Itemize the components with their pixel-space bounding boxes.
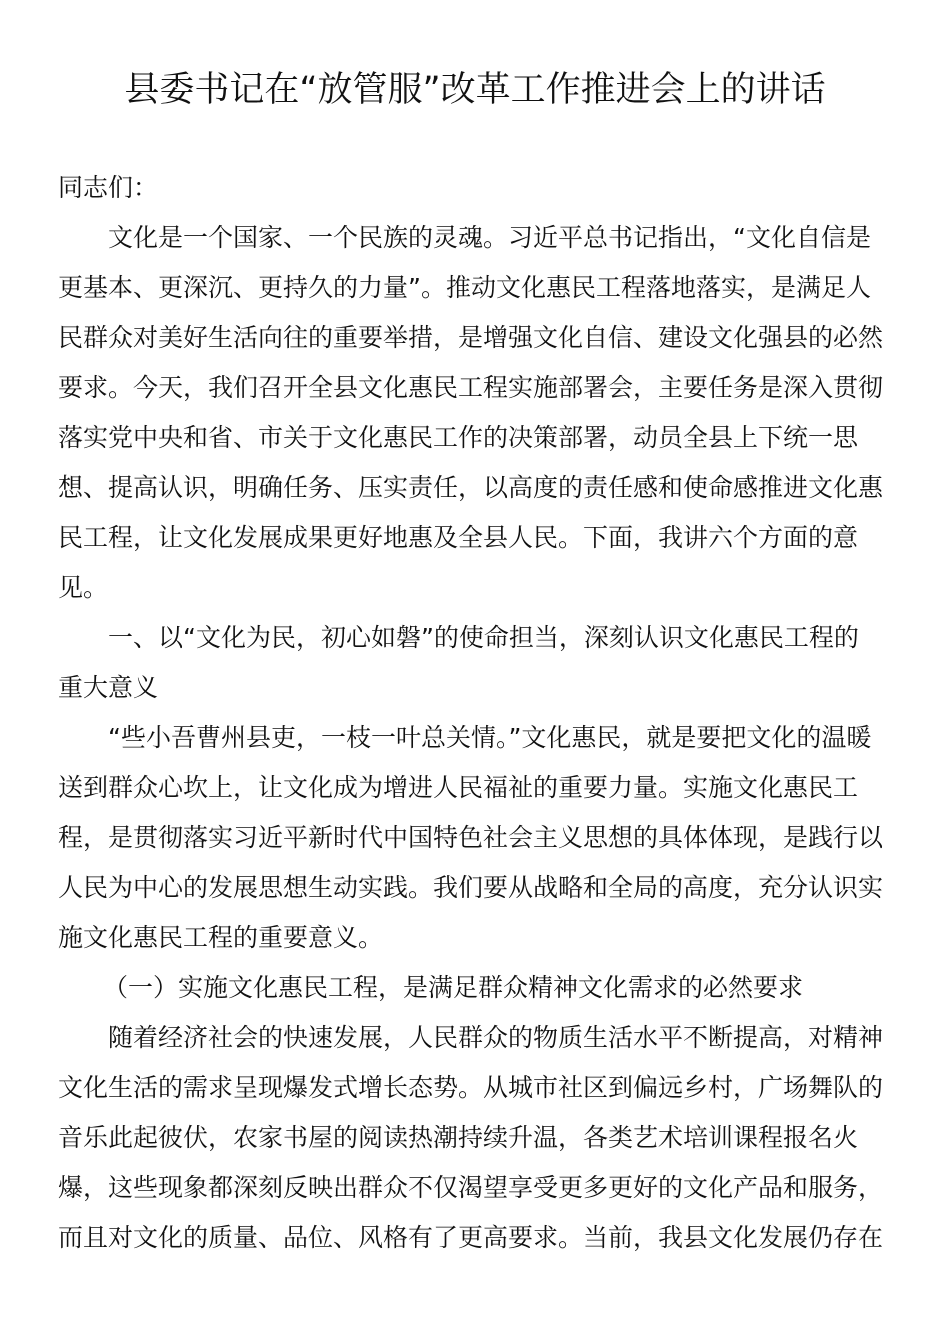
paragraph-line: 文化生活的需求呈现爆发式增长态势。从城市社区到偏远乡村，广场舞队的 — [58, 1073, 884, 1102]
section-heading-line: 重大意义 — [58, 673, 159, 702]
paragraph-line: 而且对文化的质量、品位、风格有了更高要求。当前，我县文化发展仍存在 — [58, 1223, 884, 1252]
paragraph-line: 文化是一个国家、一个民族的灵魂。习近平总书记指出，“文化自信是 — [108, 223, 871, 252]
paragraph-line: 施文化惠民工程的重要意义。 — [58, 923, 384, 952]
paragraph-line: 爆，这些现象都深刻反映出群众不仅渴望享受更多更好的文化产品和服务， — [58, 1173, 884, 1202]
paragraph-line: 程，是贯彻落实习近平新时代中国特色社会主义思想的具体体现，是践行以 — [58, 823, 884, 852]
paragraph-line: 送到群众心坎上，让文化成为增进人民福祉的重要力量。实施文化惠民工 — [58, 773, 859, 802]
document-body — [58, 163, 892, 1263]
paragraph-line: 更基本、更深沉、更持久的力量”。推动文化惠民工程落地落实，是满足人 — [58, 273, 871, 302]
paragraph-line: 人民为中心的发展思想生动实践。我们要从战略和全局的高度，充分认识实 — [58, 873, 884, 902]
subsection-heading-line: （一）实施文化惠民工程，是满足群众精神文化需求的必然要求 — [103, 973, 804, 1002]
salutation-line: 同志们： — [58, 173, 159, 202]
paragraph-line: 民工程，让文化发展成果更好地惠及全县人民。下面，我讲六个方面的意 — [58, 523, 859, 552]
paragraph-line: 音乐此起彼伏，农家书屋的阅读热潮持续升温，各类艺术培训课程报名火 — [58, 1123, 859, 1152]
paragraph-line: 落实党中央和省、市关于文化惠民工作的决策部署，动员全县上下统一思 — [58, 423, 859, 452]
paragraph-line: “些小吾曹州县吏，一枝一叶总关情。”文化惠民，就是要把文化的温暖 — [108, 723, 872, 752]
paragraph-line: 想、提高认识，明确任务、压实责任，以高度的责任感和使命感推进文化惠 — [58, 473, 884, 502]
paragraph-line: 见。 — [58, 573, 109, 602]
document-title: 县委书记在“放管服”改革工作推进会上的讲话 — [124, 70, 826, 110]
paragraph-line: 随着经济社会的快速发展，人民群众的物质生活水平不断提高，对精神 — [108, 1023, 884, 1052]
paragraph-line: 民群众对美好生活向往的重要举措，是增强文化自信、建设文化强县的必然 — [58, 323, 884, 352]
section-heading-line: 一、以“文化为民，初心如磐”的使命担当，深刻认识文化惠民工程的 — [108, 623, 859, 652]
paragraph-line: 要求。今天，我们召开全县文化惠民工程实施部署会，主要任务是深入贯彻 — [58, 373, 884, 402]
